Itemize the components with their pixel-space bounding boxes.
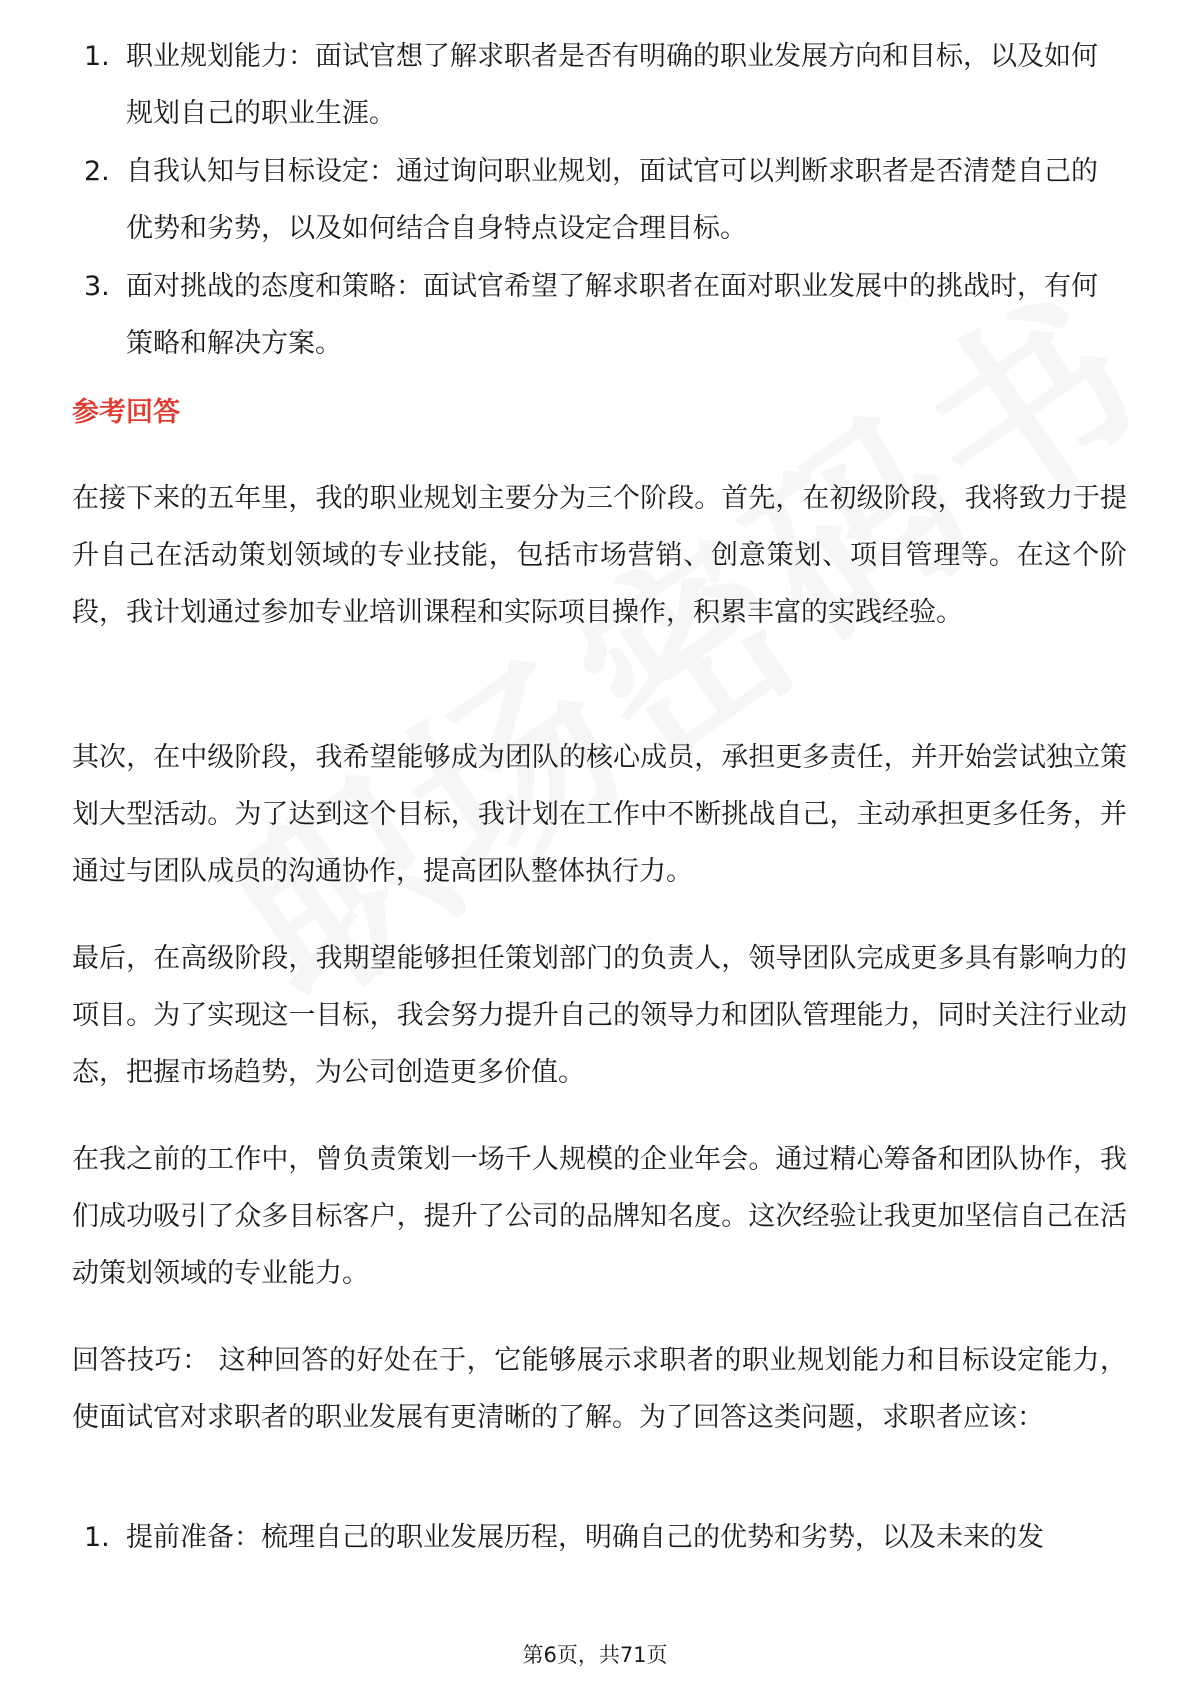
list-item-number: 1. xyxy=(84,1522,110,1553)
list-item xyxy=(84,258,1124,372)
list-item xyxy=(84,1509,1124,1566)
paragraph: 在接下来的五年里，我的职业规划主要分为三个阶段。首先，在初级阶段，我将致力于提升自己在活动策划领域的专业技能，包括市场营销、创意策划、项目管理等。在这个阶段，我计划通过参加专业培训课程和实际项目操作，积累丰富的实践经验。 xyxy=(72,483,1127,628)
list-item-number: 2. xyxy=(84,156,110,187)
list-item-number: 3. xyxy=(84,271,110,302)
paragraph: 在我之前的工作中，曾负责策划一场千人规模的企业年会。通过精心筹备和团队协作，我们成功吸引了众多目标客户，提升了公司的品牌知名度。这次经验让我更加坚信自己在活动策划领域的专业能力。 xyxy=(72,1144,1127,1289)
list-item-text: 面对挑战的态度和策略：面试官希望了解求职者在面对职业发展中的挑战时，有何策略和解决方案。 xyxy=(126,271,1098,359)
section-heading: 参考回答 xyxy=(72,397,180,428)
list-item-text: 自我认知与目标设定：通过询问职业规划，面试官可以判断求职者是否清楚自己的优势和劣势，以及如何结合自身特点设定合理目标。 xyxy=(126,156,1098,244)
paragraph: 最后，在高级阶段，我期望能够担任策划部门的负责人，领导团队完成更多具有影响力的项目。为了实现这一目标，我会努力提升自己的领导力和团队管理能力，同时关注行业动态，把握市场趋势，为公司创造更多价值。 xyxy=(72,943,1127,1088)
list-item-number: 1. xyxy=(84,41,110,72)
list-item xyxy=(84,143,1124,257)
paragraph: 其次，在中级阶段，我希望能够成为团队的核心成员，承担更多责任，并开始尝试独立策划大型活动。为了达到这个目标，我计划在工作中不断挑战自己，主动承担更多任务，并通过与团队成员的沟通协作，提高团队整体执行力。 xyxy=(72,742,1127,887)
answer-tips-list xyxy=(84,1509,1124,1566)
list-item xyxy=(84,28,1124,142)
list-item-text: 提前准备：梳理自己的职业发展历程，明确自己的优势和劣势，以及未来的发 xyxy=(126,1522,1044,1553)
page-number-footer: 第6页，共71页 xyxy=(522,1643,668,1667)
list-item-text: 职业规划能力：面试官想了解求职者是否有明确的职业发展方向和目标，以及如何规划自己的职业生涯。 xyxy=(126,41,1098,129)
answer-tips-paragraph: 回答技巧： 这种回答的好处在于，它能够展示求职者的职业规划能力和目标设定能力，使面试官对求职者的职业发展有更清晰的了解。为了回答这类问题，求职者应该： xyxy=(72,1345,1127,1433)
interview-intent-list xyxy=(84,28,1124,372)
